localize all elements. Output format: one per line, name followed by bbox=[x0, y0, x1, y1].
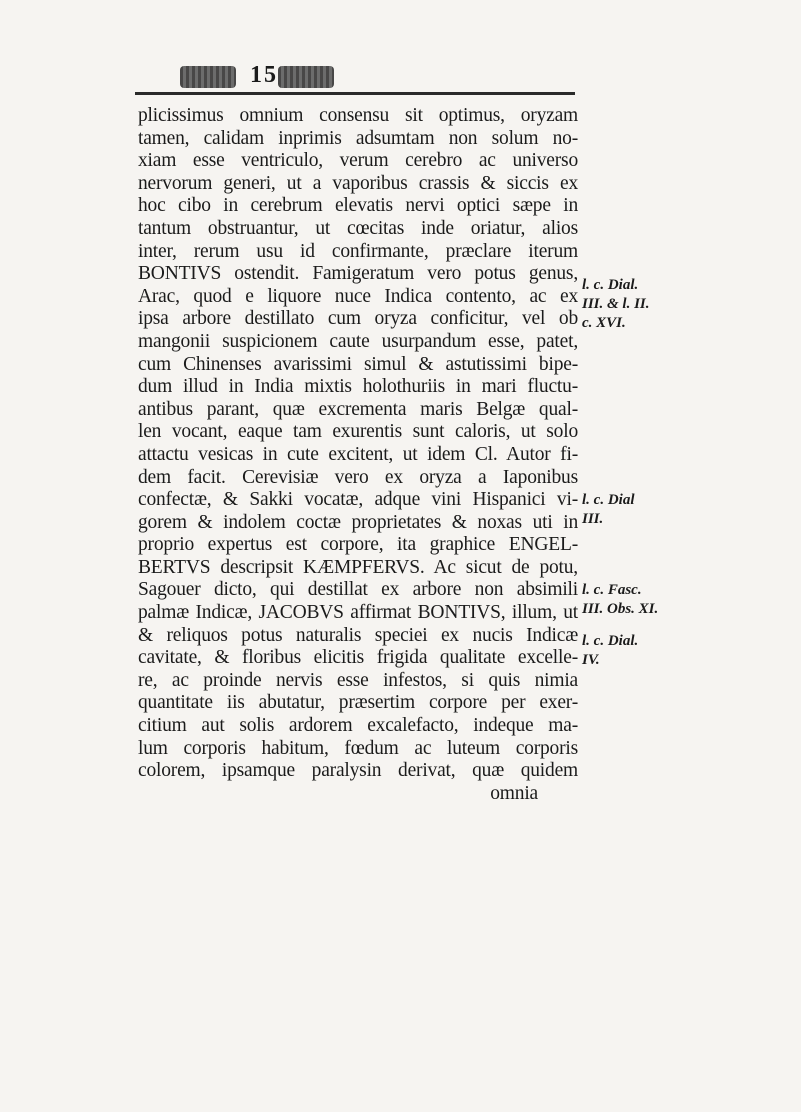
left-ornament bbox=[180, 66, 236, 88]
text-line: Sagouer dicto, qui destillat ex arbore non absimili bbox=[138, 579, 578, 601]
text-line: BERTVS descripsit KÆMPFERVS. Ac sicut de potu, bbox=[138, 556, 578, 578]
text-line: tamen, calidam inprimis adsumtam non solum no- bbox=[138, 127, 578, 149]
text-line: Arac, quod e liquore nuce Indica contento, ac ex bbox=[138, 285, 578, 307]
text-line: gorem & indolem coctæ proprietates & noxas uti in bbox=[138, 511, 578, 533]
margin-note: l. c. Dial. IV. bbox=[582, 633, 639, 668]
text-line: BONTIVS ostendit. Famigeratum vero potus genus, bbox=[138, 263, 578, 285]
text-line: dem facit. Cerevisiæ vero ex oryza a Iaponibus bbox=[138, 466, 578, 488]
text-line: & reliquos potus naturalis speciei ex nucis Indicæ bbox=[138, 624, 578, 646]
right-ornament bbox=[278, 66, 334, 88]
page-number: 15 bbox=[250, 62, 278, 88]
text-line: proprio expertus est corpore, ita graphice ENGEL- bbox=[138, 534, 578, 556]
text-line: citium aut solis ardorem excalefacto, indeque ma- bbox=[138, 715, 578, 737]
text-line: re, ac proinde nervis esse infestos, si quis nimia bbox=[138, 669, 578, 691]
margin-note: l. c. Fasc. III. Obs. XI. bbox=[582, 582, 659, 617]
text-line: plicissimus omnium consensu sit optimus, oryzam bbox=[138, 105, 578, 126]
text-line: quantitate iis abutatur, præsertim corpore per exer- bbox=[138, 692, 578, 714]
text-line: dum illud in India mixtis holothuriis in mari fluctu- bbox=[138, 376, 578, 398]
text-line: attactu vesicas in cute excitent, ut idem Cl. Autor fi- bbox=[138, 443, 578, 465]
text-line: len vocant, eaque tam exurentis sunt caloris, ut solo bbox=[138, 421, 578, 443]
text-line: lum corporis habitum, fœdum ac luteum corporis bbox=[138, 737, 578, 759]
text-line: colorem, ipsamque paralysin derivat, quæ quidem bbox=[138, 760, 578, 782]
text-line: cavitate, & floribus elicitis frigida qualitate excelle- bbox=[138, 647, 578, 669]
body-text bbox=[138, 105, 578, 805]
margin-note: l. c. Dial III. bbox=[582, 492, 635, 527]
header-rule bbox=[135, 92, 575, 95]
text-line: antibus parant, quæ excrementa maris Belgæ qual- bbox=[138, 398, 578, 420]
margin-note: l. c. Dial. III. & l. II. c. XVI. bbox=[582, 277, 650, 331]
text-line: xiam esse ventriculo, verum cerebro ac universo bbox=[138, 150, 578, 172]
text-line: ipsa arbore destillato cum oryza conficitur, vel ob bbox=[138, 308, 578, 330]
text-line: cum Chinenses avarissimi simul & astutissimi bipe- bbox=[138, 353, 578, 375]
text-line: nervorum generi, ut a vaporibus crassis & siccis ex bbox=[138, 172, 578, 194]
text-line: palmæ Indicæ, JACOBVS affirmat BONTIVS, illum, ut bbox=[138, 602, 578, 624]
catchword: omnia bbox=[490, 782, 538, 804]
text-line: hoc cibo in cerebrum elevatis nervi optici sæpe in bbox=[138, 195, 578, 217]
text-line: confectæ, & Sakki vocatæ, adque vini Hispanici vi- bbox=[138, 489, 578, 511]
text-line: mangonii suspicionem caute usurpandum esse, patet, bbox=[138, 330, 578, 352]
text-line: inter, rerum usu id confirmante, præclare iterum bbox=[138, 240, 578, 262]
text-line: tantum obstruantur, ut cœcitas inde oriatur, alios bbox=[138, 217, 578, 239]
